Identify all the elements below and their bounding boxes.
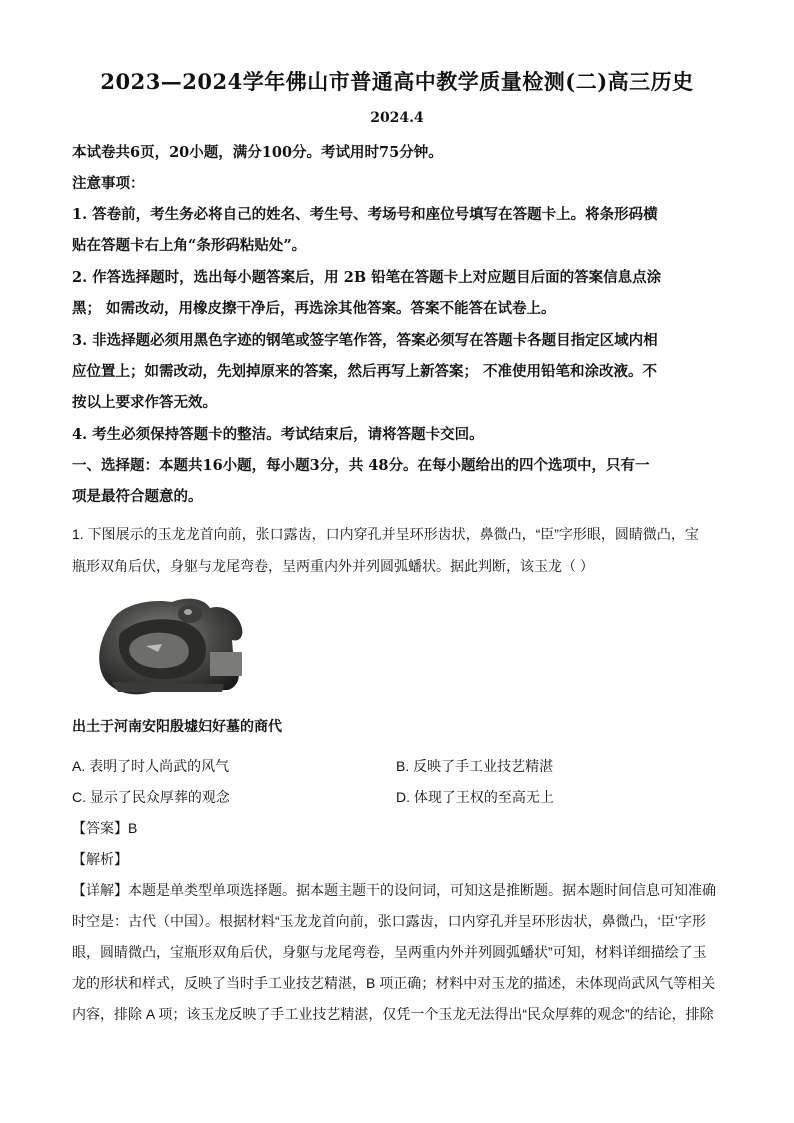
jade-dragon-photo: [92, 594, 248, 707]
section-heading-cont: 项是最符合题意的。: [72, 488, 203, 505]
question-1-stem-cont: 瓶形双角后伏，身躯与龙尾弯卷，呈两重内外并列圆弧蟠状。据此判断，该玉龙（ ）: [72, 558, 594, 574]
notice-item-3-cont2: 按以上要求作答无效。: [72, 394, 217, 411]
image-caption: 出土于河南安阳殷墟妇好墓的商代: [72, 719, 282, 735]
exam-date: 2024.4: [370, 110, 424, 126]
option-a[interactable]: A. 表明了时人尚武的风气: [72, 758, 230, 774]
exam-title: 2023—2024学年佛山市普通高中教学质量检测(二)高三历史: [100, 69, 694, 94]
notice-item-1-cont: 贴在答题卡右上角“条形码粘贴处”。: [72, 237, 307, 254]
option-c[interactable]: C. 显示了民众厚葬的观念: [72, 789, 230, 805]
notice-item-3: 3. 非选择题必须用黑色字迹的钢笔或签字笔作答，答案必须写在答题卡各题目指定区域内相: [72, 332, 658, 349]
analysis-text-line: 时空是：古代（中国）。根据材料“玉龙龙首向前，张口露齿，口内穿孔并呈环形齿状，鼻微凸，‘臣’字形: [72, 913, 706, 929]
analysis-text-line: 内容，排除 A 项；该玉龙反映了手工业技艺精湛，仅凭一个玉龙无法得出“民众厚葬的观念”的结论，排除: [72, 1006, 714, 1022]
notice-item-3-cont: 应位置上；如需改动，先划掉原来的答案，然后再写上新答案； 不准使用铅笔和涂改液。不: [72, 363, 658, 380]
analysis-heading: 【解析】: [72, 851, 128, 867]
notice-item-1: 1. 答卷前，考生务必将自己的姓名、考生号、考场号和座位号填写在答题卡上。将条形码横: [72, 206, 658, 223]
analysis-text-line: 眼，圆睛微凸，宝瓶形双角后伏，身躯与龙尾弯卷，呈两重内外并列圆弧蟠状”可知，材料详细描绘了玉: [72, 944, 707, 960]
analysis-text-line: 龙的形状和样式，反映了当时手工业技艺精湛，B 项正确；材料中对玉龙的描述，未体现尚武风气等相关: [72, 975, 716, 991]
analysis-text-line: 【详解】本题是单类型单项选择题。据本题主题干的设问词，可知这是推断题。据本题时间信息可知准确: [72, 882, 716, 898]
notice-heading: 注意事项：: [72, 175, 145, 192]
intro-text: 本试卷共6页，20小题，满分100分。考试用时75分钟。: [72, 144, 443, 161]
section-heading: 一、选择题：本题共16小题，每小题3分，共 48分。在每小题给出的四个选项中，只有一: [72, 457, 650, 474]
notice-item-2-cont: 黑； 如需改动，用橡皮擦干净后，再选涂其他答案。答案不能答在试卷上。: [72, 300, 556, 317]
answer-label: 【答案】B: [72, 820, 138, 836]
question-1-stem: 1. 下图展示的玉龙龙首向前，张口露齿，口内穿孔并呈环形齿状，鼻微凸，“臣”字形眼，圆睛微凸，宝: [72, 526, 699, 542]
option-d[interactable]: D. 体现了王权的至高无上: [396, 789, 554, 805]
option-b[interactable]: B. 反映了手工业技艺精湛: [396, 758, 554, 774]
notice-item-2: 2. 作答选择题时，选出每小题答案后，用 2B 铅笔在答题卡上对应题目后面的答案信息点涂: [72, 269, 662, 286]
notice-item-4: 4. 考生必须保持答题卡的整洁。考试结束后，请将答题卡交回。: [72, 426, 484, 443]
